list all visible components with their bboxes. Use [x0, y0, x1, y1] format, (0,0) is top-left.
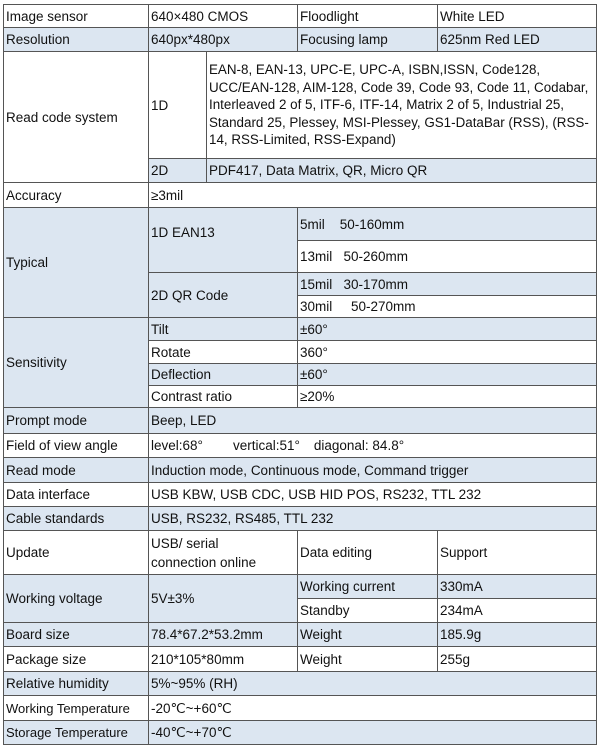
label-1d-ean13: 1D EAN13	[148, 207, 298, 273]
label-cable-standards: Cable standards	[3, 506, 149, 531]
fov-diagonal: diagonal: 84.8°	[313, 438, 405, 453]
label-board-size: Board size	[3, 622, 149, 647]
value-accuracy: ≥3mil	[148, 182, 597, 208]
value-package-size: 210*105*80mm	[148, 646, 298, 672]
value-data-editing: Support	[437, 530, 597, 575]
value-15mil: 15mil 30-170mm	[297, 272, 597, 296]
value-resolution: 640px*480px	[148, 27, 298, 52]
value-working-current: 330mA	[437, 574, 597, 599]
value-update: USB/ serial connection online	[148, 530, 298, 575]
value-board-weight: 185.9g	[437, 622, 597, 647]
label-data-editing: Data editing	[297, 530, 438, 575]
value-working-temperature: -20℃~+60℃	[148, 695, 597, 721]
value-5mil: 5mil 50-160mm	[297, 207, 597, 241]
value-board-size: 78.4*67.2*53.2mm	[148, 622, 298, 647]
label-resolution: Resolution	[3, 27, 149, 52]
label-focusing-lamp: Focusing lamp	[297, 27, 438, 52]
value-field-of-view	[148, 433, 597, 458]
label-rotate: Rotate	[148, 340, 298, 364]
label-read-mode: Read mode	[3, 457, 149, 483]
label-contrast-ratio: Contrast ratio	[148, 385, 298, 408]
label-package-weight: Weight	[297, 646, 438, 672]
label-tilt: Tilt	[148, 317, 298, 341]
label-working-current: Working current	[297, 574, 438, 599]
value-data-interface: USB KBW, USB CDC, USB HID POS, RS232, TTL 232	[148, 482, 597, 507]
label-2d-qr-code: 2D QR Code	[148, 272, 298, 318]
value-prompt-mode: Beep, LED	[148, 407, 597, 434]
label-working-temperature: Working Temperature	[3, 695, 149, 721]
label-typical: Typical	[3, 207, 149, 318]
value-package-weight: 255g	[437, 646, 597, 672]
value-deflection: ±60°	[297, 363, 597, 386]
label-working-voltage: Working voltage	[3, 574, 149, 623]
value-storage-temperature: -40℃~+70℃	[148, 720, 597, 745]
value-13mil: 13mil 50-260mm	[297, 240, 597, 273]
label-standby: Standby	[297, 598, 438, 623]
label-floodlight: Floodlight	[297, 4, 438, 28]
value-2d-codes: PDF417, Data Matrix, QR, Micro QR	[206, 158, 597, 183]
value-tilt: ±60°	[297, 317, 597, 341]
label-field-of-view: Field of view angle	[3, 433, 149, 458]
fov-level: level:68°	[151, 438, 203, 453]
value-focusing-lamp: 625nm Red LED	[437, 27, 597, 52]
label-read-code-system: Read code system	[3, 51, 149, 183]
label-package-size: Package size	[3, 646, 149, 672]
label-sensitivity: Sensitivity	[3, 317, 149, 408]
value-30mil: 30mil 50-270mm	[297, 295, 597, 318]
value-cable-standards: USB, RS232, RS485, TTL 232	[148, 506, 597, 531]
value-standby: 234mA	[437, 598, 597, 623]
label-2d: 2D	[148, 158, 207, 183]
value-read-mode: Induction mode, Continuous mode, Command trigger	[148, 457, 597, 483]
label-deflection: Deflection	[148, 363, 298, 386]
label-board-weight: Weight	[297, 622, 438, 647]
label-data-interface: Data interface	[3, 482, 149, 507]
label-storage-temperature: Storage Temperature	[3, 720, 149, 745]
value-floodlight: White LED	[437, 4, 597, 28]
label-relative-humidity: Relative humidity	[3, 671, 149, 696]
value-working-voltage: 5V±3%	[148, 574, 298, 623]
value-rotate: 360°	[297, 340, 597, 364]
label-accuracy: Accuracy	[3, 182, 149, 208]
value-image-sensor: 640×480 CMOS	[148, 4, 298, 28]
label-update: Update	[3, 530, 149, 575]
label-prompt-mode: Prompt mode	[3, 407, 149, 434]
value-relative-humidity: 5%~95% (RH)	[148, 671, 597, 696]
label-1d: 1D	[148, 51, 207, 159]
value-contrast-ratio: ≥20%	[297, 385, 597, 408]
fov-vertical: vertical:51°	[232, 438, 300, 453]
label-image-sensor: Image sensor	[3, 4, 149, 28]
value-1d-codes: EAN-8, EAN-13, UPC-E, UPC-A, ISBN,ISSN, Code128, UCC/EAN-128, AIM-128, Code 39, Code 93, Code 11, Codabar, Interleaved 2 of 5, ITF-6, ITF-14, Matrix 2 of 5, Industrial 25, Standard 25, Plessey, MSI-Plessey, GS1-DataBar (RSS), (RSS-14, RSS-Limited, RSS-Expand)	[206, 51, 597, 159]
